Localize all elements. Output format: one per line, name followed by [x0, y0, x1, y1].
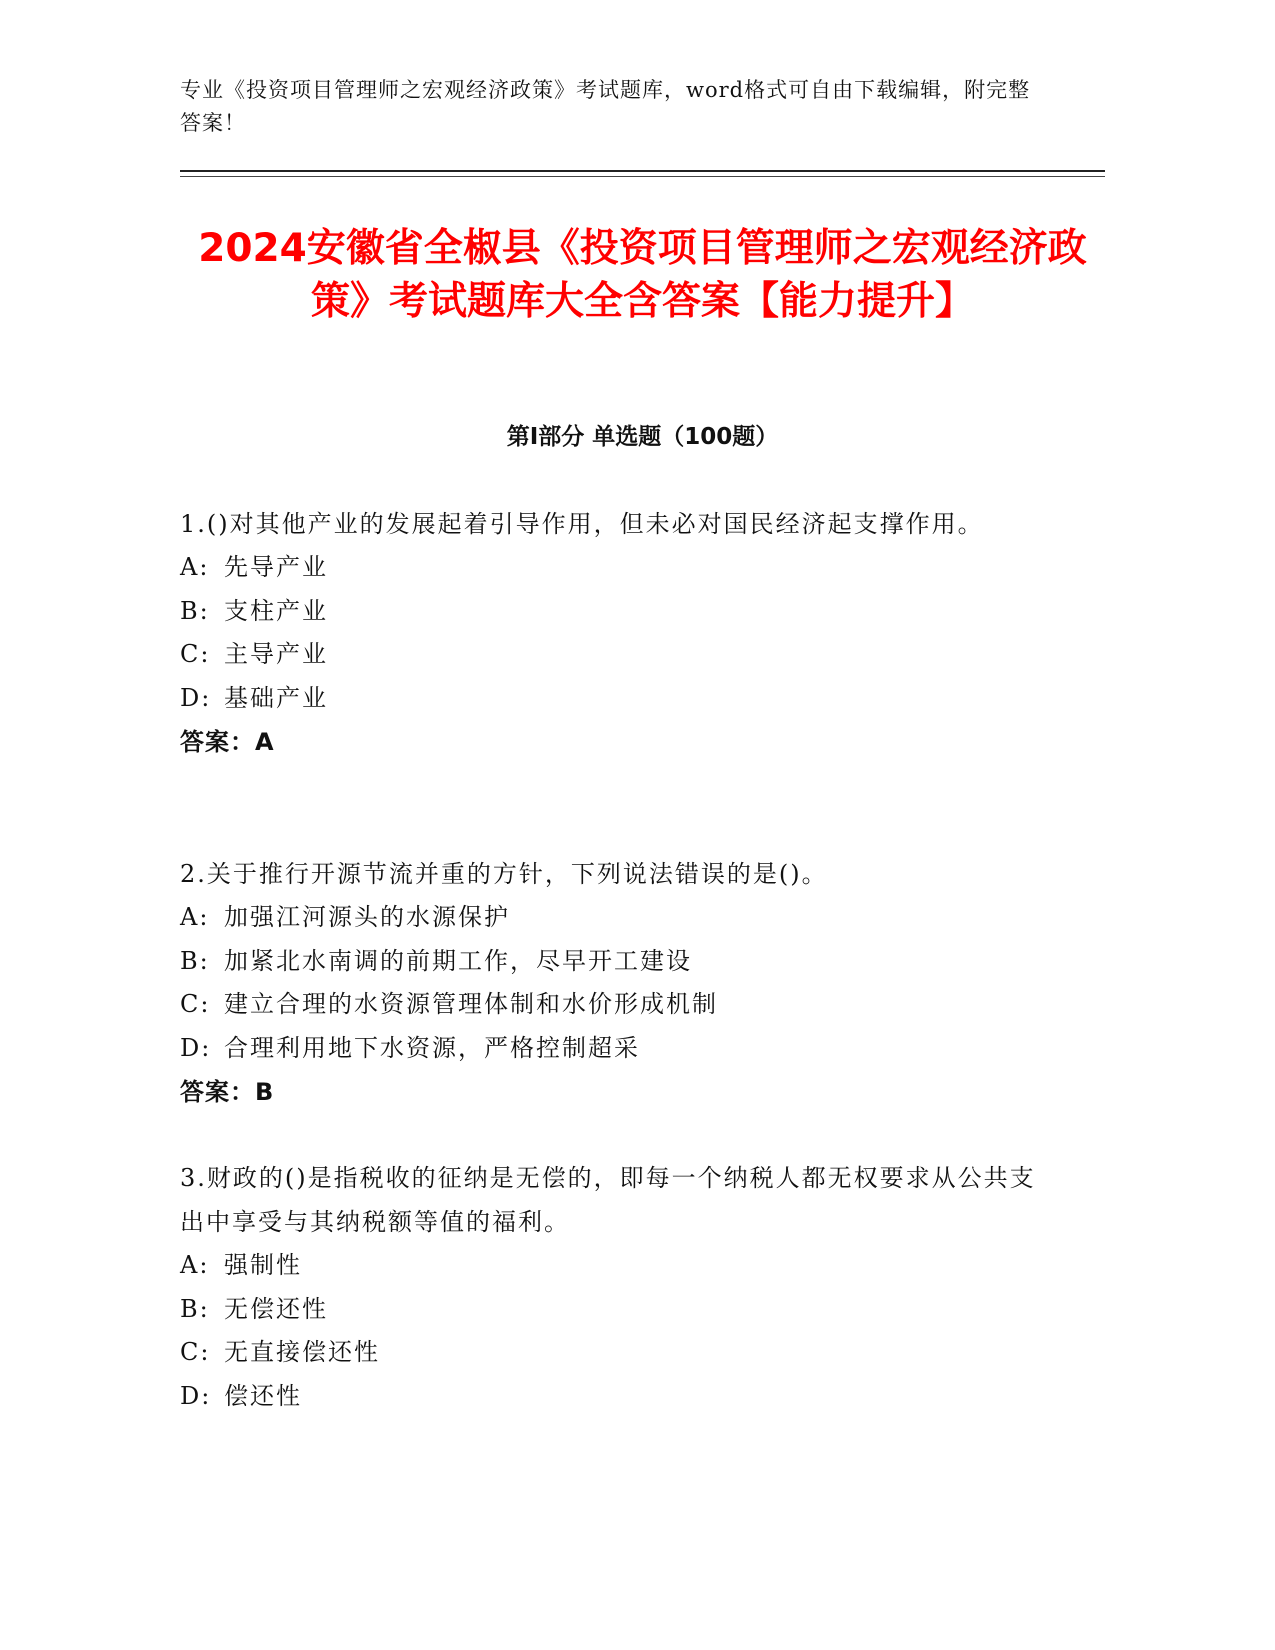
option-text: 无直接偿还性	[224, 1338, 380, 1367]
option-a	[180, 1244, 1040, 1288]
answer-line: 答案：B	[180, 1078, 275, 1107]
question-3	[180, 1156, 1040, 1418]
answer-line: 答案：A	[180, 728, 275, 757]
option-d	[180, 677, 1040, 721]
question-stem: 1.()对其他产业的发展起着引导作用，但未必对国民经济起支撑作用。	[180, 510, 984, 538]
document-intro: 专业《投资项目管理师之宏观经济政策》考试题库，word格式可自由下载编辑，附完整答案！	[180, 78, 1031, 135]
option-c	[180, 983, 1040, 1027]
option-key: A:	[180, 903, 210, 931]
option-text: 建立合理的水资源管理体制和水价形成机制	[224, 990, 718, 1019]
question-stem: 3.财政的()是指税收的征纳是无偿的，即每一个纳税人都无权要求从公共支出中享受与其纳税额等值的福利。	[180, 1164, 1036, 1236]
option-key: B:	[180, 596, 210, 625]
option-a	[180, 546, 1040, 590]
option-a	[180, 896, 1040, 940]
option-d	[180, 1027, 1040, 1071]
option-text: 加紧北水南调的前期工作，尽早开工建设	[224, 946, 692, 975]
option-text: 加强江河源头的水源保护	[224, 903, 510, 931]
option-key: D:	[180, 1381, 212, 1410]
question-stem: 2.关于推行开源节流并重的方针，下列说法错误的是()。	[180, 860, 828, 888]
option-text: 主导产业	[224, 640, 328, 669]
question-2	[180, 852, 1040, 1114]
header-divider	[180, 170, 1105, 172]
option-text: 强制性	[224, 1251, 302, 1279]
option-key: B:	[180, 946, 210, 975]
option-key: D:	[180, 683, 212, 712]
document-title: 2024安徽省全椒县《投资项目管理师之宏观经济政策》考试题库大全含答案【能力提升】	[198, 226, 1087, 324]
option-key: A:	[180, 1251, 210, 1279]
option-text: 偿还性	[224, 1381, 302, 1410]
option-b	[180, 590, 1040, 634]
option-key: C:	[180, 1338, 211, 1367]
option-key: C:	[180, 990, 211, 1019]
option-d	[180, 1375, 1040, 1419]
option-key: B:	[180, 1294, 210, 1323]
section-heading: 第I部分 单选题（100题）	[506, 424, 779, 450]
option-b	[180, 940, 1040, 984]
option-key: D:	[180, 1033, 212, 1062]
header-divider-thin	[180, 176, 1105, 177]
option-c	[180, 1331, 1040, 1375]
option-text: 支柱产业	[224, 596, 328, 625]
question-1	[180, 502, 1040, 764]
option-key: C:	[180, 640, 211, 669]
option-c	[180, 633, 1040, 677]
option-text: 无偿还性	[224, 1294, 328, 1323]
option-text: 先导产业	[224, 553, 328, 581]
option-text: 基础产业	[224, 683, 328, 712]
option-key: A:	[180, 553, 210, 581]
option-text: 合理利用地下水资源，严格控制超采	[224, 1033, 640, 1062]
option-b	[180, 1288, 1040, 1332]
